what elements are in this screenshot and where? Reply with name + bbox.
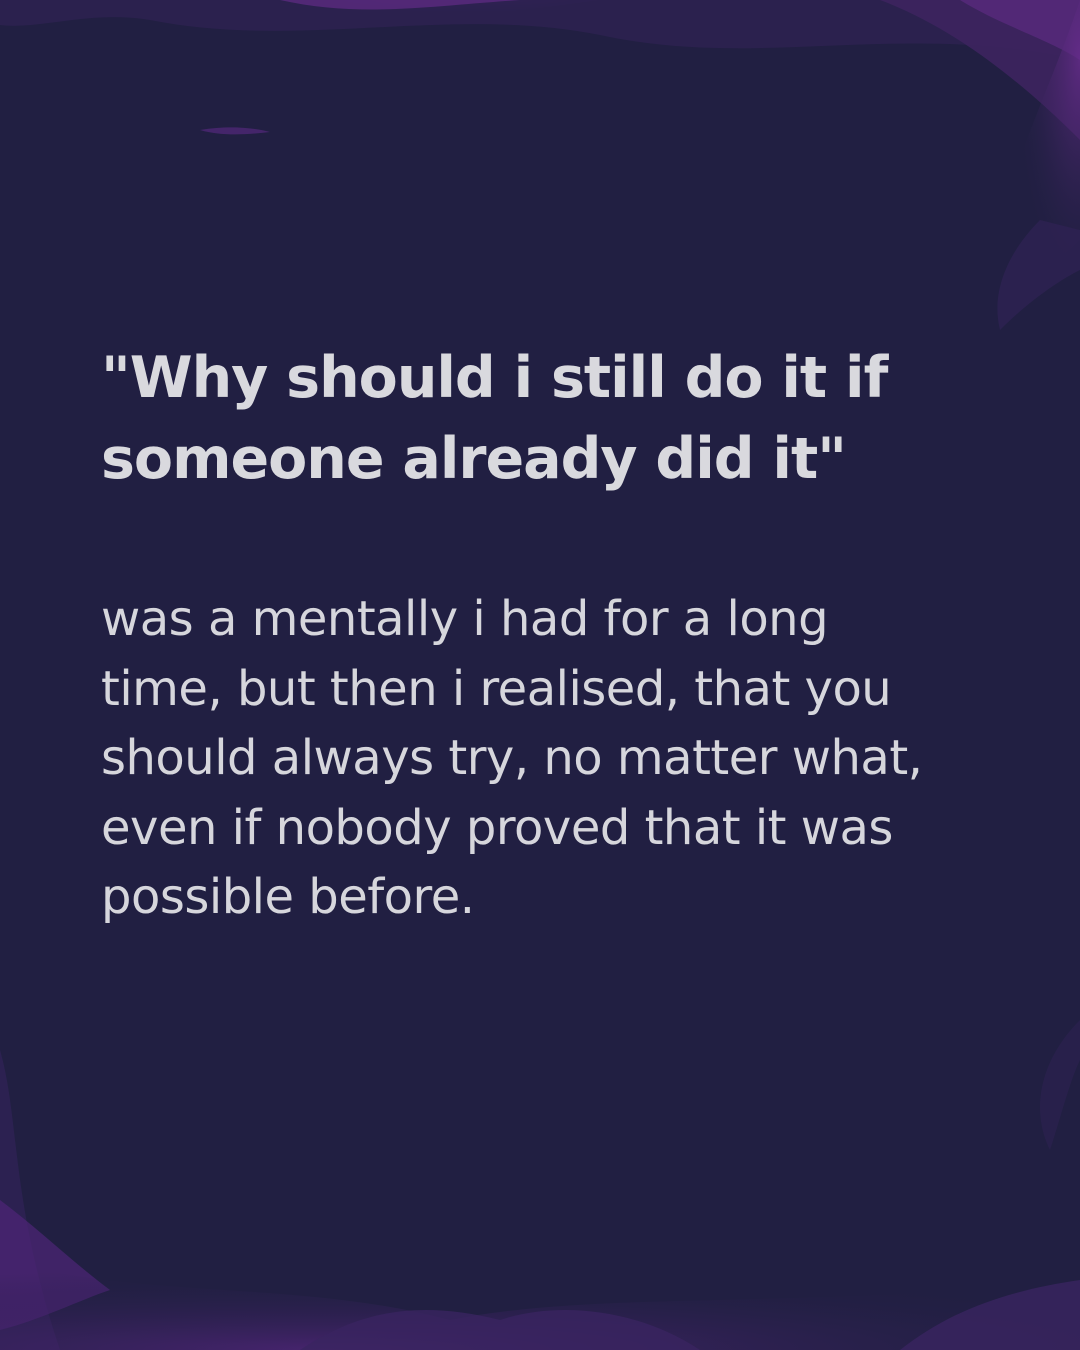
quote-card [101,338,981,933]
quote-headline: "Why should i still do it if someone already did it" [101,345,888,492]
quote-body: was a mentally i had for a long time, but then i realised, that you should always try, no matter what, even if nobody proved that it was possible before. [101,591,923,925]
